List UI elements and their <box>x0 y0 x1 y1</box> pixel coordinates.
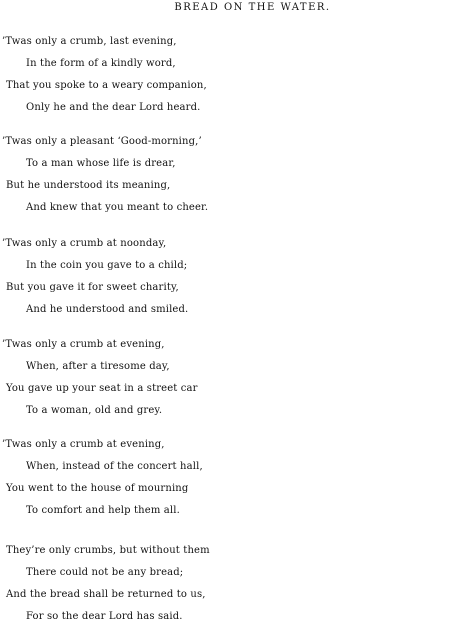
poem-line: ’Twas only a crumb at evening, <box>2 439 165 450</box>
stanza-4 <box>0 334 475 422</box>
stanza-6 <box>0 540 475 628</box>
poem-line: To a woman, old and grey. <box>26 405 163 416</box>
poem-line: There could not be any bread; <box>26 567 184 578</box>
poem-line: You went to the house of mourning <box>6 483 189 494</box>
poem-line: And he understood and smiled. <box>26 304 189 315</box>
poem-line: You gave up your seat in a street car <box>6 383 198 394</box>
poem-line: And the bread shall be returned to us, <box>6 589 206 600</box>
poem-line: To a man whose life is drear, <box>26 158 176 169</box>
poem-line: For so the dear Lord has said. <box>26 611 183 622</box>
poem-line: ’Twas only a pleasant ‘Good-morning,’ <box>2 136 202 147</box>
poem-line: Only he and the dear Lord heard. <box>26 102 201 113</box>
stanza-5 <box>0 434 475 522</box>
poem-line: That you spoke to a weary companion, <box>6 80 207 91</box>
poem-line: They’re only crumbs, but without them <box>6 545 210 556</box>
poem-line: In the form of a kindly word, <box>26 58 176 69</box>
poem-line: When, after a tiresome day, <box>26 361 170 372</box>
poem-line: ’Twas only a crumb, last evening, <box>2 36 177 47</box>
poem-line: And knew that you meant to cheer. <box>26 202 209 213</box>
poem-line: But he understood its meaning, <box>6 180 171 191</box>
poem-line: To comfort and help them all. <box>26 505 180 516</box>
poem-line: ’Twas only a crumb at evening, <box>2 339 165 350</box>
stanza-1 <box>0 31 475 119</box>
poem-line: But you gave it for sweet charity, <box>6 282 179 293</box>
poem-line: In the coin you gave to a child; <box>26 260 188 271</box>
poem-title: BREAD ON THE WATER. <box>174 2 331 13</box>
poem-line: ’Twas only a crumb at noonday, <box>2 238 167 249</box>
stanza-3 <box>0 233 475 321</box>
stanza-2 <box>0 131 475 219</box>
poem-line: When, instead of the concert hall, <box>26 461 203 472</box>
